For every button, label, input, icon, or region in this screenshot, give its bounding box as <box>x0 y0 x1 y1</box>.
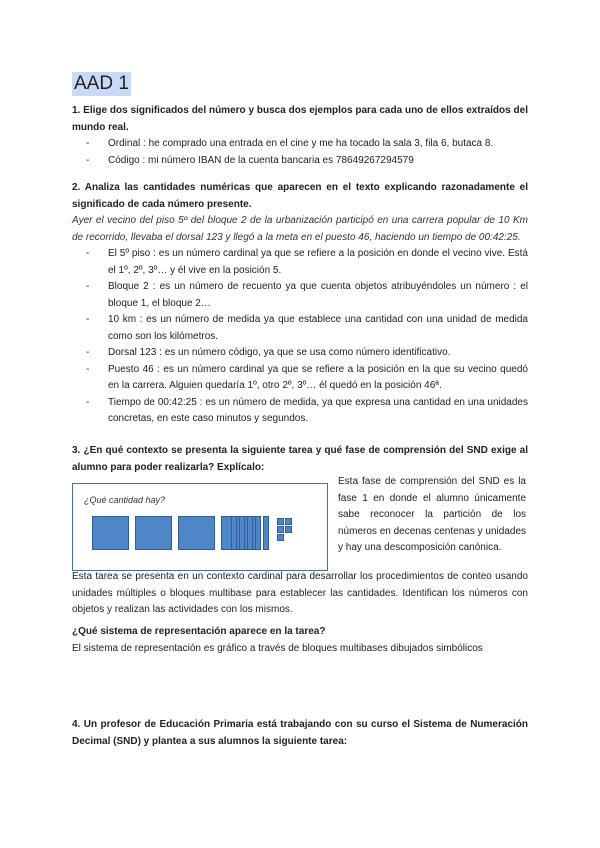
question-2-heading: 2. Analiza las cantidades numéricas que aparecen en el texto explicando razonadamente el significado de cada número presente. <box>72 182 528 210</box>
unit-cube <box>285 518 292 525</box>
question-4 <box>72 717 528 750</box>
question-3-side-text: Esta fase de comprensión del SND es la fase 1 en donde el alumno únicamente sabe reconocer la partición de los números en decenas centenas y unidades y hay una descomposición canónica. <box>338 476 526 553</box>
figure-caption: ¿Qué cantidad hay? <box>84 495 166 505</box>
list-item: - Tiempo de 00:42:25 : es un número de medida, ya que expresa una cantidad en una unidades concretas, en este caso minutos y segundos. <box>86 396 528 424</box>
list-item: - Código : mi número IBAN de la cuenta bancaria es 78649267294579 <box>86 154 414 166</box>
unit-cube <box>277 518 284 525</box>
ten-rod <box>255 516 261 550</box>
ten-rod <box>263 516 269 550</box>
question-1-list <box>72 136 528 169</box>
unit-cube <box>277 534 284 541</box>
unit-cube <box>277 526 284 533</box>
question-1-heading: 1. Elige dos significados del número y busca dos ejemplos para cada uno de ellos extraídos del mundo real. <box>72 105 528 133</box>
list-item: - Ordinal : he comprado una entrada en el cine y me ha tocado la sala 3, fila 6, butaca 8. <box>86 138 494 149</box>
list-item: - Dorsal 123 : es un número código, ya que se usa como número identificativo. <box>86 347 451 358</box>
question-2 <box>72 180 528 428</box>
hundred-block <box>92 516 129 550</box>
list-item: - 10 km : es un número de medida ya que establece una cantidad con una unidad de medida como son los kilómetros. <box>86 314 528 342</box>
hundred-block <box>178 516 215 550</box>
ten-rod <box>247 516 253 550</box>
question-3-paragraph: Esta tarea se presenta en un contexto cardinal para desarrollar los procedimientos de conteo usando unidades múltiples o bloques multibase para establecer las cantidades. Identifican los números con objetos y realizan las actividades con los mismos. <box>72 571 528 615</box>
question-2-list <box>72 246 528 428</box>
question-3-subanswer: El sistema de representación es gráfico a través de bloques multibases dibujados simbólicos <box>72 642 483 654</box>
ten-rod <box>239 516 245 550</box>
question-3-heading <box>72 443 528 476</box>
list-item: - Bloque 2 : es un número de recuento ya que cuenta objetos atribuyéndoles un número : el bloque 1, el bloque 2… <box>86 281 528 309</box>
hundred-block <box>135 516 172 550</box>
ten-rod <box>231 516 237 550</box>
unit-cube <box>285 526 292 533</box>
question-2-text: Ayer el vecino del piso 5º del bloque 2 de la urbanización participó en una carrera popular de 10 Km de recorrido, llevaba el dorsal 123 y llegó a la meta en el puesto 46, haciendo un tiempo de 00:42:25. <box>72 215 528 243</box>
list-item: - El 5º piso : es un número cardinal ya que se refiere a la posición en donde el vecino vive. Está el 1º, 2º, 3º… y él vive en la posición 5. <box>86 248 528 276</box>
multibase-blocks-figure <box>72 483 328 571</box>
question-4-heading: 4. Un profesor de Educación Primaria está trabajando con su curso el Sistema de Numeración Decimal (SND) y plantea a sus alumnos la siguiente tarea: <box>72 719 528 747</box>
question-3-subsection <box>72 624 528 657</box>
question-3-heading-text: 3. ¿En qué contexto se presenta la siguiente tarea y qué fase de comprensión del SND exige al alumno para poder realizarla? Explícalo: <box>72 445 528 473</box>
list-item: - Puesto 46 : es un número cardinal ya que se refiere a la posición en la que su vecino quedó en la carrera. Alguien quedaría 1º, otro 2º, 3º… él quedó en la posición 46ª. <box>86 363 528 391</box>
question-3-subheading: ¿Qué sistema de representación aparece en la tarea? <box>72 626 326 637</box>
question-1 <box>72 103 528 169</box>
page-title: AAD 1 <box>74 73 129 94</box>
